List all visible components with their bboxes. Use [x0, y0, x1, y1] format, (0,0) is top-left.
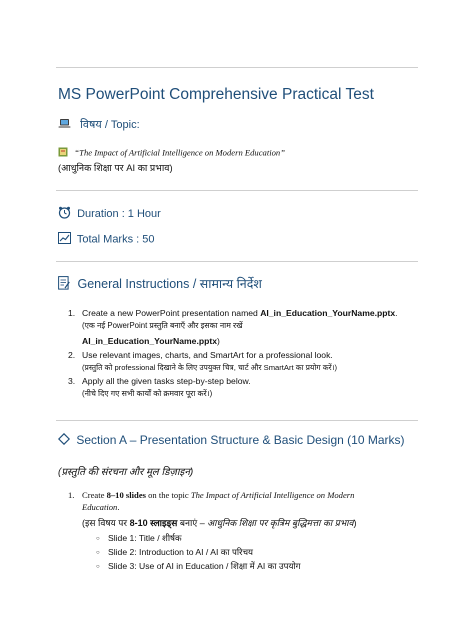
section-a-item-1-create: Create [82, 490, 107, 500]
instruction-1-filename: AI_in_Education_YourName.pptx [260, 308, 396, 318]
instruction-1-text: Create a new PowerPoint presentation named [82, 308, 261, 318]
memo-icon [58, 276, 70, 293]
topic-en-row [58, 147, 285, 159]
instruction-1-hi-file [82, 336, 220, 346]
slide-bullet-3-text: Slide 3: Use of AI in Education / शिक्षा में AI का उपयोग [108, 561, 301, 571]
section-a-item-1-num: 1. [68, 490, 75, 500]
section-a-item-1-hi-suffix: ) [353, 518, 357, 528]
instructions-heading-row [58, 275, 262, 293]
laptop-icon [58, 118, 71, 132]
instruction-3-hi: (नीचे दिए गए सभी कार्यों को क्रमवार पूरा करें।) [82, 389, 213, 398]
diamond-icon [58, 433, 70, 448]
section-a-item-1-topic-2: Education [82, 502, 118, 512]
instructions-heading: General Instructions / सामान्य निर्देश [77, 277, 262, 291]
instruction-1-en [68, 308, 398, 318]
instruction-3-num: 3. [68, 376, 76, 386]
instruction-1-hi-filename: AI_in_Education_YourName.pptx [82, 336, 217, 346]
circle-bullet-icon: ○ [96, 549, 100, 556]
instruction-1-hi-suffix: ) [216, 336, 220, 346]
divider-1 [56, 190, 418, 191]
alarm-clock-icon [58, 206, 71, 222]
slide-bullet-3 [96, 560, 301, 572]
section-a-item-1-line2 [82, 502, 119, 512]
instruction-2-num: 2. [68, 350, 76, 360]
section-a-subheading: (प्रस्तुति की संरचना और मूल डिज़ाइन) [58, 467, 194, 478]
section-a-item-1-hi-prefix: (इस विषय पर [82, 518, 130, 528]
slide-bullet-2 [96, 546, 253, 558]
divider-2 [56, 261, 418, 262]
instruction-1-num: 1. [68, 308, 76, 318]
section-a-item-1-hi-bold: 8-10 स्लाइड्स [129, 518, 178, 528]
instruction-2-text: Use relevant images, charts, and SmartArt for a professional look. [82, 350, 333, 360]
slide-bullet-1-text: Slide 1: Title / शीर्षक [108, 533, 182, 543]
section-a-item-1-line1 [68, 490, 354, 500]
circle-bullet-icon: ○ [96, 563, 100, 570]
instruction-3-text: Apply all the given tasks step-by-step below. [82, 376, 251, 386]
topic-hi: (आधुनिक शिक्षा पर AI का प्रभाव) [58, 162, 173, 173]
instruction-3-en [68, 376, 251, 386]
chart-icon [58, 232, 71, 247]
topic-label-row [58, 117, 140, 132]
section-a-item-1-hi [82, 516, 357, 529]
circle-bullet-icon: ○ [96, 535, 100, 542]
instruction-1-suffix: . [395, 308, 398, 318]
section-a-heading: Section A – Presentation Structure & Basic Design (10 Marks) [76, 433, 405, 447]
section-a-item-1-topic: The Impact of Artificial Intelligence on Modern [190, 490, 355, 500]
duration-row [58, 206, 161, 222]
section-a-item-1-hi-italic: आधुनिक शिक्षा पर कृत्रिम बुद्धिमत्ता का प्रभाव [207, 518, 354, 528]
instruction-1-hi: (एक नई PowerPoint प्रस्तुति बनाएँ और इसका नाम रखें [82, 321, 243, 330]
section-a-item-1-hi-mid: बनाएं – [177, 518, 208, 528]
book-icon [58, 147, 68, 159]
section-a-item-1-dot: . [117, 502, 120, 512]
divider-3 [56, 420, 418, 421]
marks-text: Total Marks : 50 [76, 233, 155, 246]
topic-en: “The Impact of Artificial Intelligence on Modern Education” [74, 147, 285, 158]
page-title: MS PowerPoint Comprehensive Practical Test [58, 86, 374, 103]
section-a-item-1-slides: 8–10 slides [106, 490, 146, 500]
topic-label: विषय / Topic: [80, 119, 140, 131]
instruction-2-en [68, 350, 333, 360]
marks-row [58, 232, 155, 247]
duration-text: Duration : 1 Hour [77, 207, 161, 220]
top-divider [56, 67, 418, 68]
section-a-heading-row [58, 433, 405, 448]
slide-bullet-1 [96, 532, 182, 544]
instruction-2-hi: (प्रस्तुति को professional दिखाने के लिए उपयुक्त चित्र, चार्ट और SmartArt का प्रयोग करें।) [82, 363, 338, 372]
slide-bullet-2-text: Slide 2: Introduction to AI / AI का परिचय [108, 547, 254, 557]
section-a-item-1-on: on the topic [145, 490, 191, 500]
